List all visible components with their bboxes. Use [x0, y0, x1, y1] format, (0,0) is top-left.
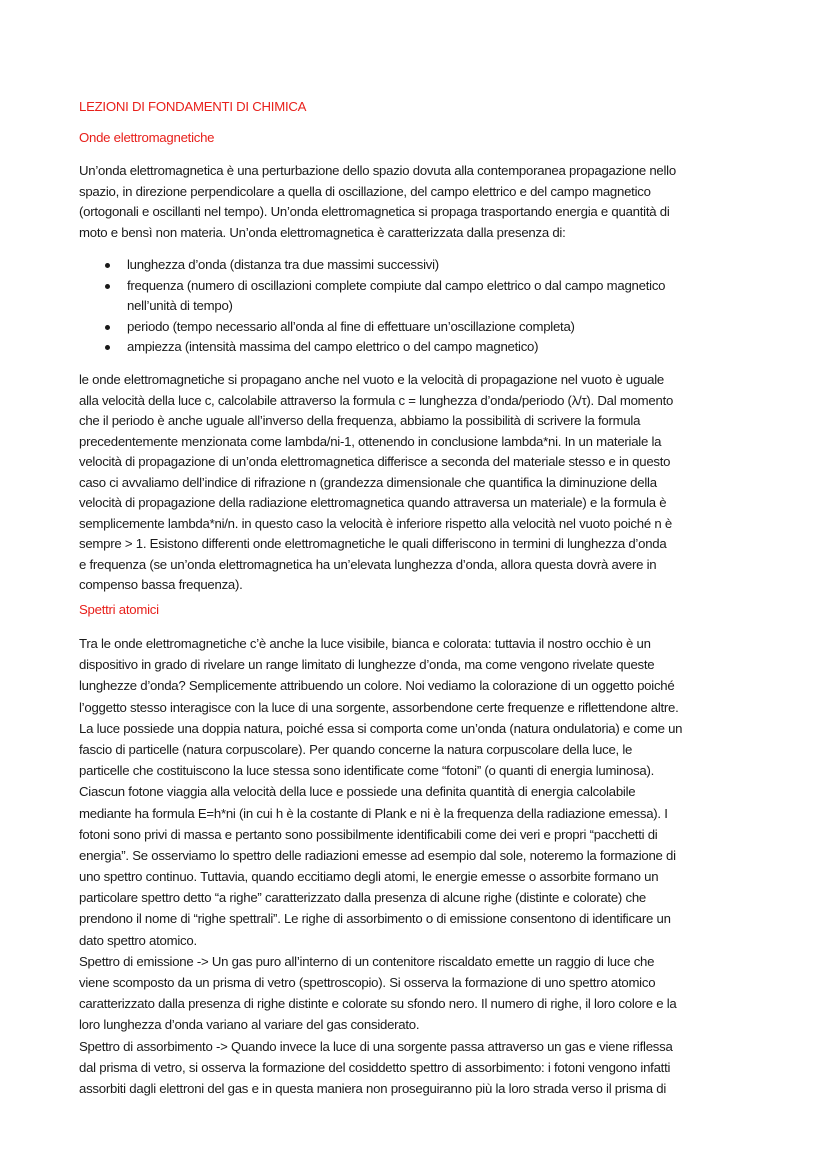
text-line: La luce possiede una doppia natura, poiché essa si comporta come un’onda (natura ondulatoria) e come un	[79, 720, 683, 736]
list-item-text: ampiezza (intensità massima del campo elettrico o del campo magnetico)	[127, 339, 539, 354]
text-line: uno spettro continuo. Tuttavia, quando eccitiamo degli atomi, le energie emesse o assorbite formano un	[79, 869, 659, 885]
bullet-icon	[105, 345, 110, 350]
document-title: LEZIONI DI FONDAMENTI DI CHIMICA	[79, 99, 307, 114]
text-line: Spettro di emissione -> Un gas puro all’interno di un contenitore riscaldato emette un raggio di luce che	[79, 953, 655, 969]
list-item	[79, 317, 779, 338]
text-line: moto e bensì non materia. Un’onda elettromagnetica è caratterizzata dalla presenza di:	[79, 224, 566, 240]
list-item	[79, 255, 779, 276]
list-item-text: lunghezza d’onda (distanza tra due massimi successivi)	[127, 257, 439, 272]
text-line: mediante ha formula E=h*ni (in cui h è la costante di Plank e ni è la frequenza della radiazione emessa). I	[79, 805, 668, 821]
list-item-text: periodo (tempo necessario all’onda al fine di effettuare un’oscillazione completa)	[127, 318, 575, 334]
text-line: alla velocità della luce c, calcolabile attraverso la formula c = lunghezza d’onda/periodo (λ/τ). Dal momento	[79, 392, 674, 408]
list-item-text: nell’unità di tempo)	[127, 298, 233, 313]
text-line: lunghezze d’onda? Semplicemente attribuendo un colore. Noi vediamo la colorazione di un oggetto poiché	[79, 678, 675, 694]
paragraph-propagation	[79, 370, 779, 596]
paragraph-intro	[79, 161, 779, 243]
text-line: precedentemente menzionata come lambda/ni-1, ottenendo in conclusione lambda*ni. In un materiale la	[79, 433, 662, 449]
bullet-icon	[105, 263, 110, 268]
list-item	[79, 337, 779, 358]
text-line: dato spettro atomico.	[79, 932, 197, 948]
text-line: energia”. Se osserviamo lo spettro delle radiazioni emesse ad esempio dal sole, noteremo la formazione di	[79, 847, 676, 863]
paragraph-spettri	[79, 633, 779, 1099]
text-line: caratterizzato dalla presenza di righe distinte e colorate su sfondo nero. Il numero di righe, il loro colore e la	[79, 996, 677, 1012]
text-line: Ciascun fotone viaggia alla velocità della luce e possiede una definita quantità di energia calcolabile	[79, 784, 636, 800]
text-line: fotoni sono privi di massa e pertanto sono possibilmente identificabili come dei veri e propri “pacchetti di	[79, 826, 658, 842]
text-line: sempre > 1. Esistono differenti onde elettromagnetiche le quali differiscono in termini di lunghezza d’onda	[79, 536, 667, 551]
bullet-list	[79, 255, 779, 358]
text-line: Spettro di assorbimento -> Quando invece la luce di una sorgente passa attraverso un gas e viene riflessa	[79, 1038, 673, 1054]
text-line: velocità di propagazione di un’onda elettromagnetica differisce a seconda del materiale stesso e in questo	[79, 454, 671, 469]
text-line: viene scomposto da un prisma di vetro (spettroscopio). Si osserva la formazione di uno spettro atomico	[79, 975, 656, 990]
text-line: (ortogonali e oscillanti nel tempo). Un’onda elettromagnetica si propaga trasportando energia e quantità di	[79, 204, 670, 219]
bullet-icon	[105, 284, 110, 289]
text-line: spazio, in direzione perpendicolare a quella di oscillazione, del campo elettrico e del campo magnetico	[79, 183, 651, 199]
list-item-text: frequenza (numero di oscillazioni complete compiute dal campo elettrico o dal campo magnetico	[127, 277, 666, 293]
section-heading-onde: Onde elettromagnetiche	[79, 130, 215, 145]
text-line: dal prisma di vetro, si osserva la formazione del cosiddetto spettro di assorbimento: i fotoni vengono infatti	[79, 1059, 671, 1075]
text-line: particelle che costituiscono la luce stessa sono identificate come “fotoni” (o quanti di energia luminosa).	[79, 763, 655, 779]
text-line: semplicemente lambda*ni/n. in questo caso la velocità è inferiore rispetto alla velocità nel vuoto poiché n è	[79, 515, 672, 531]
text-line: assorbiti dagli elettroni del gas e in questa maniera non proseguiranno più la loro strada verso il prisma di	[79, 1080, 667, 1096]
text-line: Un’onda elettromagnetica è una perturbazione dello spazio dovuta alla contemporanea propagazione nello	[79, 163, 676, 178]
list-item	[79, 276, 779, 317]
bullet-icon	[105, 325, 110, 330]
text-line: particolare spettro detto “a righe” caratterizzato dalla presenza di alcune righe (distinte e colorate) che	[79, 890, 647, 906]
text-line: le onde elettromagnetiche si propagano anche nel vuoto e la velocità di propagazione nel vuoto è uguale	[79, 372, 664, 387]
text-line: che il periodo è anche uguale all’inverso della frequenza, abbiamo la possibilità di scrivere la formula	[79, 413, 641, 428]
text-line: Tra le onde elettromagnetiche c’è anche la luce visibile, bianca e colorata: tuttavia il nostro occhio è un	[79, 636, 651, 651]
text-line: e frequenza (se un’onda elettromagnetica ha un’elevata lunghezza d’onda, allora questa dovrà avere in	[79, 556, 657, 572]
section-heading-spettri: Spettri atomici	[79, 602, 159, 617]
text-line: caso ci avvaliamo dell’indice di rifrazione n (grandezza dimensionale che quantifica la diminuzione della	[79, 474, 657, 490]
text-line: loro lunghezza d’onda variano al variare del gas considerato.	[79, 1017, 420, 1033]
text-line: compenso bassa frequenza).	[79, 577, 243, 592]
text-line: fascio di particelle (natura corpuscolare). Per quando concerne la natura corpuscolare della luce, le	[79, 741, 633, 757]
text-line: dispositivo in grado di rivelare un range limitato di lunghezze d’onda, ma come vengono rivelate queste	[79, 657, 655, 673]
text-line: prendono il nome di “righe spettrali”. Le righe di assorbimento o di emissione consentono di identificare un	[79, 911, 671, 927]
text-line: velocità di propagazione della radiazione elettromagnetica quando attraversa un materiale) e la formula è	[79, 495, 667, 510]
text-line: l’oggetto stesso interagisce con la luce di una sorgente, assorbendone certe frequenze e riflettendone altre.	[79, 699, 679, 715]
